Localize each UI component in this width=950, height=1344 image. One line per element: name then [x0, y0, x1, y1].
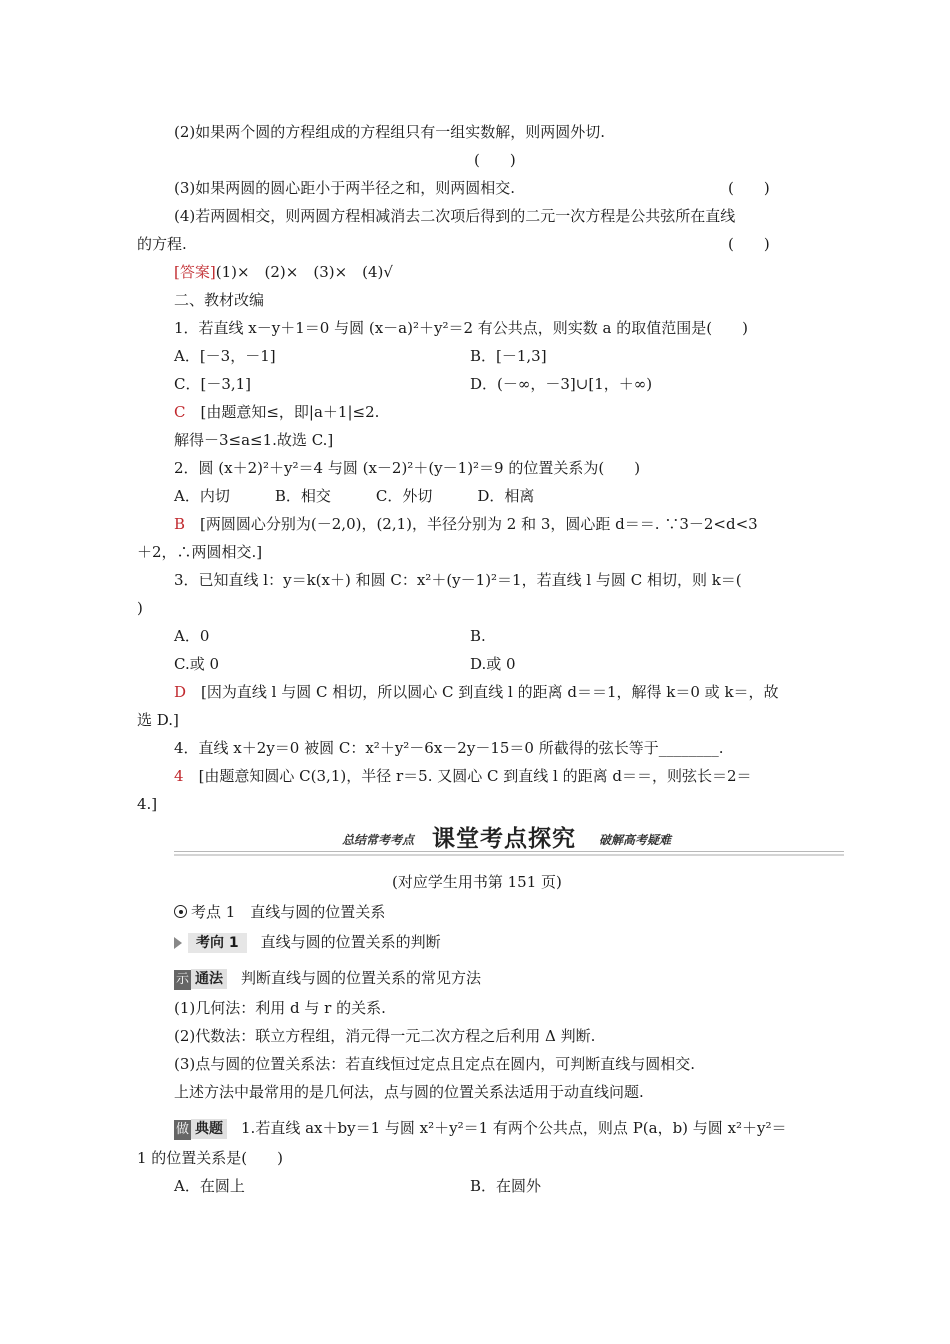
- option-a: A．在圆上: [174, 1177, 245, 1195]
- section-heading: 二、教材改编: [174, 291, 265, 309]
- question-4: 4．直线 x＋2y＝0 被圆 C：x²＋y²－6x－2y－15＝0 所截得的弦长等于________.: [174, 739, 724, 757]
- solution-text: [由题意知≤，即|a＋1|≤2.: [200, 403, 380, 421]
- question-2-options: A．内切 B．相交 C．外切 D．相离: [174, 487, 535, 505]
- page-reference: (对应学生用书第 151 页): [392, 873, 562, 891]
- method-title: 判断直线与圆的位置关系的常见方法: [241, 969, 482, 987]
- section-banner: [174, 818, 844, 858]
- method-1: (1)几何法：利用 d 与 r 的关系.: [174, 999, 386, 1017]
- solution-3: [174, 682, 779, 702]
- option-b: B．在圆外: [470, 1177, 542, 1195]
- answer-bracket: ( ): [474, 151, 516, 169]
- option-b: B.: [470, 627, 486, 645]
- solution-text: [因为直线 l 与圆 C 相切，所以圆心 C 到直线 l 的距离 d＝＝1，解得 k＝0 或 k＝，故: [201, 683, 779, 701]
- method-2: (2)代数法：联立方程组，消元得一元二次方程之后利用 Δ 判断.: [174, 1027, 596, 1045]
- solution-answer: C: [174, 403, 186, 421]
- judge-item-3: (3)如果两圆的圆心距小于两半径之和，则两圆相交.: [174, 179, 516, 197]
- option-d: D．(－∞，－3]∪[1，＋∞): [470, 375, 653, 393]
- shi-badge: [174, 969, 227, 990]
- solution-2-cont: ＋2，∴两圆相交.]: [137, 543, 263, 561]
- solution-text: [由题意知圆心 C(3,1)，半径 r＝5. 又圆心 C 到直线 l 的距离 d＝＝，则弦长＝2＝: [198, 767, 752, 785]
- method-heading: [174, 968, 481, 990]
- badge-word: 通法: [191, 969, 227, 989]
- banner-left: 总结常考考点: [342, 833, 415, 847]
- method-3: (3)点与圆的位置关系法：若直线恒过定点且定点在圆内，可判断直线与圆相交.: [174, 1055, 696, 1073]
- divider: [174, 851, 844, 852]
- solution-answer: B: [174, 515, 186, 533]
- question-text: 1.若直线 ax＋by＝1 与圆 x²＋y²＝1 有两个公共点，则点 P(a，b) 与圆 x²＋y²＝: [241, 1119, 787, 1137]
- kaoxiang-text: 直线与圆的位置关系的判断: [260, 933, 441, 951]
- method-summary: 上述方法中最常用的是几何法，点与圆的位置关系法适用于动直线问题.: [174, 1083, 644, 1101]
- banner-right: 破解高考疑难: [599, 833, 672, 847]
- target-icon: [174, 905, 187, 918]
- badge-char: 示: [174, 970, 191, 990]
- solution-4-cont: 4.]: [137, 795, 158, 813]
- kaoxiang-tag: 考向 1: [188, 933, 247, 953]
- kaodian-heading: [174, 902, 385, 922]
- option-d: D.或 0: [470, 655, 516, 673]
- banner-title: 课堂考点探究: [432, 826, 576, 852]
- badge-char: 做: [174, 1120, 191, 1140]
- answer-bracket: ( ): [728, 235, 770, 253]
- option-a: A．0: [174, 627, 210, 645]
- judge-item-2: (2)如果两个圆的方程组成的方程组只有一组实数解，则两圆外切.: [174, 123, 606, 141]
- solution-answer: D: [174, 683, 187, 701]
- badge-word: 典题: [191, 1119, 227, 1139]
- option-b: B．[－1,3]: [470, 347, 547, 365]
- zuo-badge: [174, 1119, 227, 1140]
- question-3: 3．已知直线 l：y＝k(x＋) 和圆 C：x²＋(y－1)²＝1，若直线 l 与圆 C 相切，则 k＝(: [174, 571, 742, 589]
- example-question: [174, 1118, 787, 1140]
- answer-label: [答案]: [174, 263, 216, 281]
- solution-4: [174, 766, 752, 786]
- divider: [174, 854, 844, 856]
- judge-item-4-cont: 的方程.: [137, 235, 187, 253]
- answer-line: [174, 262, 393, 282]
- question-2: 2．圆 (x＋2)²＋y²＝4 与圆 (x－2)²＋(y－1)²＝9 的位置关系为( ): [174, 459, 641, 477]
- question-1: 1．若直线 x－y＋1＝0 与圆 (x－a)²＋y²＝2 有公共点，则实数 a 的取值范围是( ): [174, 319, 748, 337]
- question-3-cont: ): [137, 599, 143, 617]
- question-cont: 1 的位置关系是( ): [137, 1149, 284, 1167]
- solution-1-cont: 解得－3≤a≤1.故选 C.]: [174, 431, 334, 449]
- answer-bracket: ( ): [728, 179, 770, 197]
- arrow-icon: [174, 937, 182, 949]
- answer-values: (1)× (2)× (3)× (4)√: [215, 263, 393, 281]
- kaodian-text: 考点 1 直线与圆的位置关系: [191, 903, 386, 921]
- option-c: C．[－3,1]: [174, 375, 252, 393]
- option-c: C.或 0: [174, 655, 220, 673]
- option-a: A．[－3，－1]: [174, 347, 276, 365]
- solution-2: [174, 514, 758, 534]
- solution-1: [174, 402, 379, 422]
- kaoxiang-heading: [174, 932, 441, 953]
- judge-item-4: (4)若两圆相交，则两圆方程相减消去二次项后得到的二元一次方程是公共弦所在直线: [174, 207, 736, 225]
- solution-3-cont: 选 D.]: [137, 711, 179, 729]
- solution-answer: 4: [174, 767, 184, 785]
- solution-text: [两圆圆心分别为(－2,0)，(2,1)，半径分别为 2 和 3，圆心距 d＝＝. ∵3－2<d<3: [200, 515, 758, 533]
